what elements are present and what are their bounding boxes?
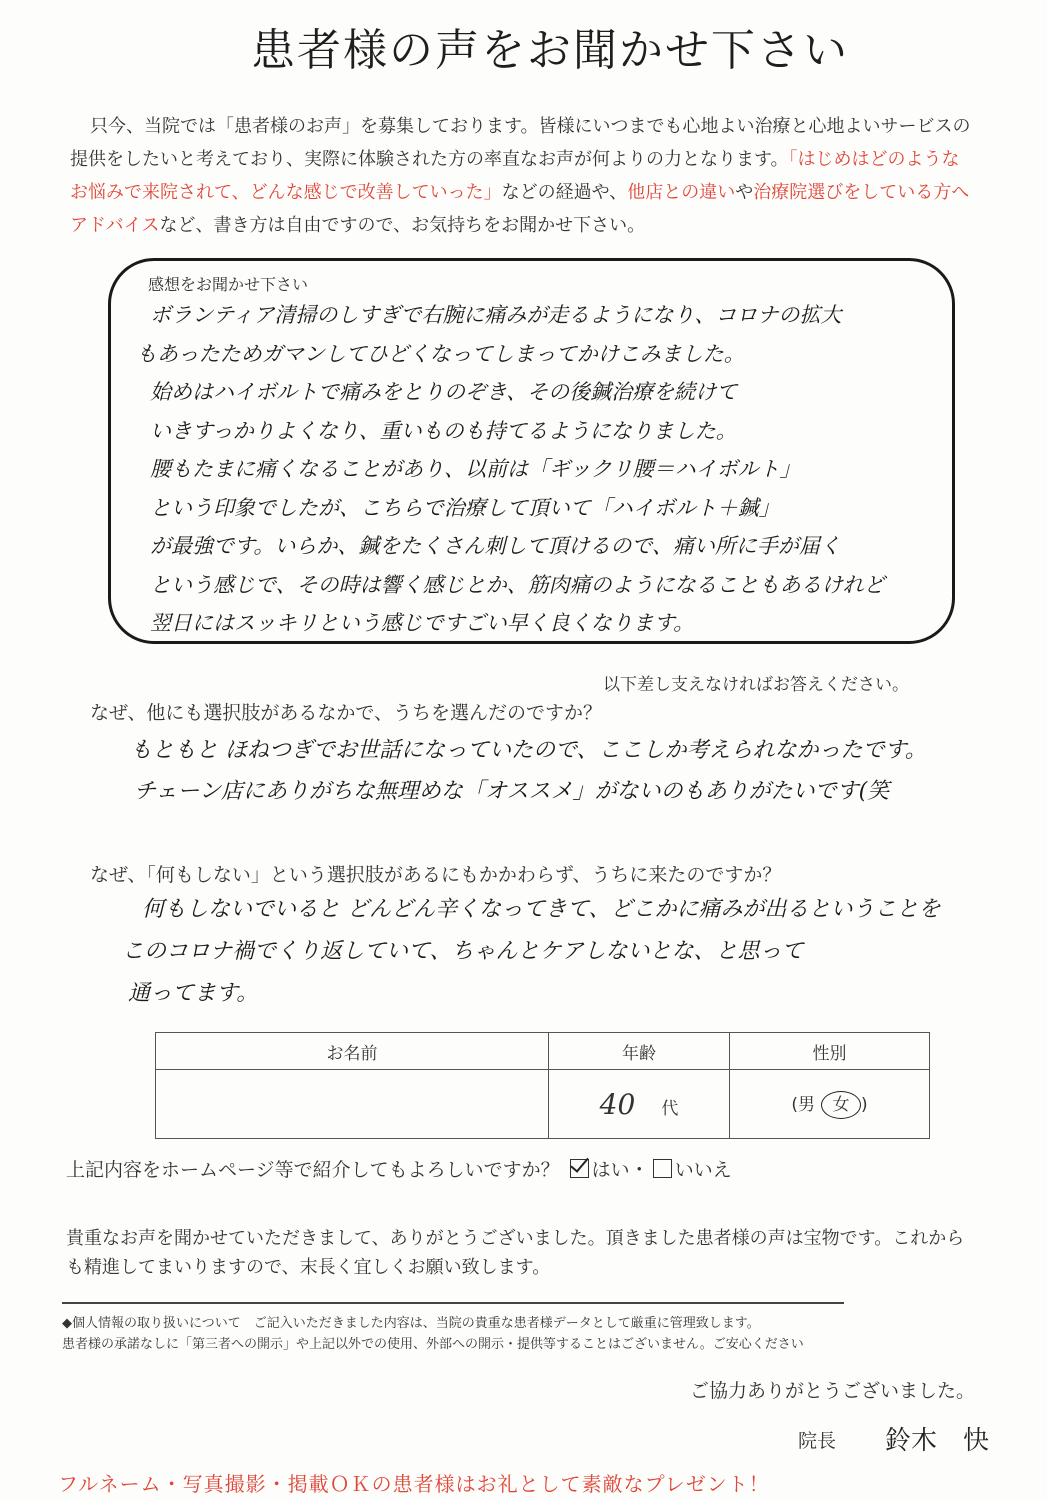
page-title: 患者様の声をお聞かせ下さい	[251, 25, 849, 76]
intro-highlight-5: アドバイス	[70, 215, 160, 236]
consent-yes-label: はい	[591, 1159, 630, 1181]
age-value: 40	[599, 1087, 636, 1121]
consent-question: 上記内容をホームページ等で紹介してもよろしいですか？	[66, 1159, 560, 1181]
thanks-line-1: 貴重なお声を聞かせていただきまして、ありがとうございました。頂きました患者様の声は宝物です。これから	[66, 1228, 965, 1249]
checkbox-icon[interactable]	[653, 1159, 672, 1178]
intro-line-2: 提供をしたいと考えており、実際に体験された方の率直なお声が何よりの力となります。	[70, 149, 789, 170]
gender-option-male[interactable]: 男	[798, 1094, 815, 1115]
director-name: 鈴木 快	[885, 1426, 990, 1456]
intro-highlight-3: 他店との違い	[627, 182, 736, 203]
optional-note: 以下差し支えなければお答えください。	[603, 675, 909, 695]
age-unit: 代	[661, 1098, 679, 1119]
handwriting-line: 翌日にはスッキリという感じですごい早く良くなります。	[150, 611, 695, 635]
handwriting-line: もともと ほねつぎでお世話になっていたので、ここしか考えられなかったです。	[130, 738, 927, 763]
impressions-label: 感想をお聞かせ下さい	[148, 275, 309, 294]
checkbox-checked-icon[interactable]	[570, 1159, 589, 1178]
handwriting-line: いきすっかりよくなり、重いものも持てるようになりました。	[150, 418, 737, 443]
thanks-line-2: も精進してまいりますので、末長く宜しくお願い致します。	[66, 1257, 551, 1278]
consent-row	[66, 1155, 732, 1182]
handwriting-line: という感じで、その時は響く感じとか、筋肉痛のようになることもあるけれど	[150, 572, 885, 597]
answer-2	[122, 889, 941, 1015]
answer-1	[130, 730, 927, 812]
divider	[62, 1302, 844, 1304]
patient-info-table	[155, 1032, 930, 1139]
closing-message: ご協力ありがとうございました。	[690, 1380, 976, 1402]
handwriting-line: が最強です。いらか、鍼をたくさん刺して頂けるので、痛い所に手が届く	[150, 534, 841, 558]
handwriting-line: 何もしないでいると どんどん辛くなってきて、どこかに痛みが出るということを	[142, 897, 941, 922]
handwriting-line: 通ってます。	[128, 981, 259, 1006]
consent-separator: ・	[629, 1159, 649, 1181]
director-title: 院長	[798, 1430, 837, 1452]
handwriting-line: もあったためガマンしてひどくなってしまってかけこみました。	[136, 341, 745, 366]
impressions-text	[136, 296, 885, 643]
intro-line-3: などの経過や、	[501, 182, 628, 203]
age-field[interactable]	[549, 1070, 730, 1139]
handwriting-line: ボランティア清掃のしすぎで右腕に痛みが走るようになり、コロナの拡大	[150, 303, 842, 327]
handwriting-line: このコロナ禍でくり返していて、ちゃんとケアしないとな、と思って	[122, 939, 804, 964]
gender-field[interactable]: (男 女 )	[730, 1070, 930, 1139]
gender-header: 性別	[730, 1033, 930, 1070]
intro-highlight-2: お悩みで来院されて、どんな感じで改善していった」	[70, 182, 502, 203]
name-field[interactable]	[156, 1070, 549, 1139]
intro-line-1: 只今、当院では「患者様のお声」を募集しております。皆様にいつまでも心地よい治療と心地よいサービスの	[90, 116, 971, 137]
intro-highlight-4: 治療院選びをしている方へ	[753, 182, 970, 203]
privacy-notice	[62, 1313, 804, 1355]
consent-no-label: いいえ	[674, 1159, 732, 1181]
handwriting-line: という印象でしたが、こちらで治療して頂いて「ハイボルト＋鍼」	[150, 495, 780, 520]
handwriting-line: 腰もたまに痛くなることがあり、以前は「ギックリ腰＝ハイボルト」	[150, 457, 801, 481]
name-header: お名前	[156, 1033, 549, 1070]
thanks-text	[66, 1224, 964, 1282]
question-2: なぜ、「何もしない」という選択肢があるにもかかわらず、うちに来たのですか？	[90, 864, 782, 886]
handwriting-line: チェーン店にありがちな無理めな「オススメ」がないのもありがたいです(笑	[134, 779, 890, 804]
intro-text	[70, 110, 1035, 242]
gender-option-female[interactable]: 女	[821, 1091, 861, 1119]
intro-line-4: など、書き方は自由ですので、お気持ちをお聞かせ下さい。	[159, 215, 646, 236]
age-header: 年齢	[549, 1033, 730, 1070]
intro-highlight-1: 「はじめはどのような	[788, 149, 960, 170]
privacy-line-1: ◆個人情報の取り扱いについて ご記入いただきました内容は、当院の貴重な患者様データとして厳重に管理致します。	[62, 1316, 760, 1331]
privacy-line-2: 患者様の承諾なしに「第三者への開示」や上記以外での使用、外部への開示・提供等することはございません。ご安心ください	[62, 1337, 804, 1352]
handwriting-line: 始めはハイボルトで痛みをとりのぞき、その後鍼治療を続けて	[150, 380, 738, 404]
footer-banner: フルネーム・写真撮影・掲載ＯＫの患者様はお礼として素敵なプレゼント！	[58, 1472, 770, 1496]
question-1: なぜ、他にも選択肢があるなかで、うちを選んだのですか？	[90, 702, 603, 724]
intro-line-3b: や	[735, 182, 754, 203]
